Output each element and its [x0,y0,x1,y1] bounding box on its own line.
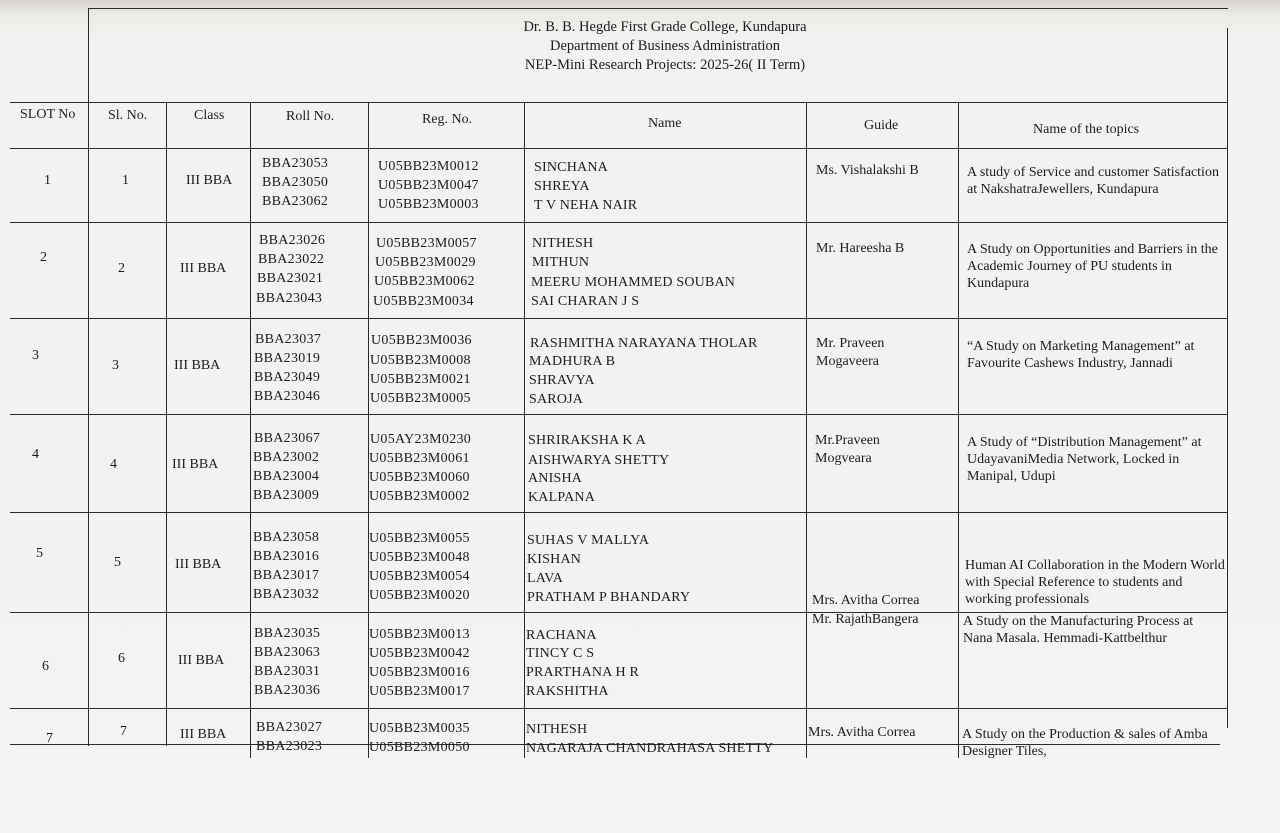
student-name: KISHAN [527,552,582,567]
student-name: ANISHA [528,471,583,486]
student-name: KALPANA [528,490,596,505]
col-header-roll: Roll No. [286,109,335,124]
roll-number: BBA23032 [253,587,320,602]
student-name: TINCY C S [526,646,595,661]
project-title: NEP-Mini Research Projects: 2025-26( II Term) [524,57,806,73]
roll-number: BBA23063 [254,645,321,660]
group-rule [10,708,1228,709]
reg-number: U05BB23M0047 [378,178,479,193]
student-name: MEERU MOHAMMED SOUBAN [531,275,736,290]
reg-number: U05BB23M0013 [369,627,470,642]
roll-number: BBA23026 [259,233,326,248]
guide-name [816,335,884,371]
reg-number: U05BB23M0054 [369,569,470,584]
roll-number: BBA23019 [254,351,321,366]
student-name: SHREYA [534,179,590,194]
col-divider [524,102,525,758]
guide-name: Ms. Vishalakshi B [816,163,919,178]
roll-number: BBA23062 [262,194,329,209]
reg-number: U05BB23M0048 [369,550,470,565]
reg-number: U05BB23M0012 [378,159,479,174]
student-name: SAROJA [529,392,584,407]
col-header-topic: Name of the topics [1033,122,1140,137]
roll-number: BBA23058 [253,530,320,545]
col-divider [806,102,807,758]
roll-number: BBA23016 [253,549,320,564]
roll-number: BBA23031 [254,664,321,679]
student-name: RASHMITHA NARAYANA THOLAR [530,336,758,351]
col-divider [88,8,89,746]
student-name: PRATHAM P BHANDARY [527,590,691,605]
roll-number: BBA23002 [253,450,320,465]
class-label: III BBA [180,727,227,742]
group-rule [10,222,1228,223]
reg-number: U05BB23M0002 [369,489,470,504]
class-label: III BBA [180,261,227,276]
class-label: III BBA [175,557,222,572]
col-header-reg: Reg. No. [422,112,473,127]
slot-number: 2 [40,250,47,265]
topic-text: Human AI Collaboration in the Modern World with Special Reference to students and working professionals [965,558,1225,607]
student-name: NAGARAJA CHANDRAHASA SHETTY [526,741,774,756]
department-name: Department of Business Administration [550,38,780,54]
roll-number: BBA23027 [256,720,323,735]
roll-number: BBA23023 [256,739,323,754]
slot-number: 3 [32,348,39,363]
col-divider [1227,28,1228,728]
header-bottom-rule [10,148,1228,149]
topic-text: A study of Service and customer Satisfaction at NakshatraJewellers, Kundapura [967,165,1219,197]
student-name: SUHAS V MALLYA [527,533,650,548]
reg-number: U05BB23M0017 [369,684,470,699]
reg-number: U05BB23M0003 [378,197,479,212]
student-name: SHRAVYA [529,373,595,388]
student-name: T V NEHA NAIR [534,198,638,213]
slot-number: 4 [32,447,39,462]
col-header-name: Name [648,116,682,131]
guide-name-line: Mogaveera [816,354,879,369]
roll-number: BBA23022 [258,252,325,267]
top-border [88,8,1228,9]
reg-number: U05BB23M0005 [370,391,471,406]
col-divider [250,102,251,758]
reg-number: U05BB23M0016 [369,665,470,680]
student-name: RACHANA [526,628,597,643]
guide-name: Mrs. Avitha Correa [808,725,916,740]
slot-number: 1 [44,173,51,188]
student-name: SINCHANA [534,160,608,175]
roll-number: BBA23050 [262,175,329,190]
college-name: Dr. B. B. Hegde First Grade College, Kundapura [523,19,807,35]
roll-number: BBA23046 [254,389,321,404]
slot-number: 6 [42,659,49,674]
header-top-rule [10,102,1228,103]
col-header-slot: SLOT No [20,107,76,122]
topic-text: A Study on the Manufacturing Process at Nana Masala. Hemmadi-Kattbelthur [963,614,1194,646]
class-label: III BBA [178,653,225,668]
class-label: III BBA [186,173,233,188]
guide-name: Mrs. Avitha Correa [812,593,920,608]
roll-number: BBA23043 [256,291,323,306]
student-name: LAVA [527,571,564,586]
student-name: RAKSHITHA [526,684,609,699]
col-divider [958,102,959,758]
reg-number: U05BB23M0036 [371,333,472,348]
col-header-sl: Sl. No. [108,108,148,123]
group-rule [10,512,1228,513]
col-header-class: Class [194,108,225,123]
reg-number: U05BB23M0034 [373,294,474,309]
reg-number: U05BB23M0020 [369,588,470,603]
reg-number: U05BB23M0008 [370,353,471,368]
col-header-guide: Guide [864,118,899,133]
topic-text: A Study on Opportunities and Barriers in the Academic Journey of PU students in Kundapura [967,242,1218,291]
group-rule [10,318,1228,319]
reg-number: U05BB23M0050 [369,740,470,755]
group-rule [10,414,1228,415]
roll-number: BBA23035 [254,626,321,641]
student-name: NITHESH [532,236,594,251]
serial-number: 1 [122,173,129,188]
roll-number: BBA23036 [254,683,321,698]
reg-number: U05BB23M0035 [369,721,470,736]
guide-name: Mr. RajathBangera [812,612,919,627]
reg-number: U05BB23M0042 [369,646,470,661]
student-name: MITHUN [532,255,590,270]
serial-number: 3 [112,358,119,373]
serial-number: 7 [120,724,127,739]
topic-text: “A Study on Marketing Management” at Favourite Cashews Industry, Jannadi [967,339,1195,371]
serial-number: 4 [110,457,117,472]
roll-number: BBA23017 [253,568,320,583]
roll-number: BBA23021 [257,271,324,286]
student-name: MADHURA B [529,354,616,369]
student-name: PRARTHANA H R [526,665,640,680]
topic-text: A Study of “Distribution Management” at UdayavaniMedia Network, Locked in Manipal, Udupi [967,435,1202,484]
roll-number: BBA23053 [262,156,329,171]
reg-number: U05BB23M0057 [376,236,477,251]
roll-number: BBA23049 [254,370,321,385]
guide-name-line: Mr.Praveen [815,433,880,448]
reg-number: U05BB23M0060 [369,470,470,485]
reg-number: U05BB23M0062 [374,274,475,289]
reg-number: U05BB23M0055 [369,531,470,546]
reg-number: U05BB23M0029 [375,255,476,270]
roll-number: BBA23004 [253,469,320,484]
col-divider [166,102,167,746]
reg-number: U05AY23M0230 [370,432,472,447]
guide-name-line: Mr. Praveen [816,336,885,351]
guide-name-line: Mogveara [815,451,872,466]
reg-number: U05BB23M0061 [369,451,470,466]
class-label: III BBA [172,457,219,472]
reg-number: U05BB23M0021 [370,372,471,387]
serial-number: 5 [114,555,121,570]
student-name: SAI CHARAN J S [531,294,640,309]
slot-number: 7 [46,731,53,746]
roll-number: BBA23009 [253,488,320,503]
student-name: AISHWARYA SHETTY [528,453,670,468]
slot-number: 5 [36,546,43,561]
guide-name: Mr. Hareesha B [816,241,905,256]
topic-text: A Study on the Production & sales of Amba Designer Tiles, [962,727,1208,759]
serial-number: 2 [118,261,125,276]
class-label: III BBA [174,358,221,373]
student-name: NITHESH [526,722,588,737]
serial-number: 6 [118,651,125,666]
student-name: SHRIRAKSHA K A [528,433,646,448]
guide-name [815,432,880,468]
roll-number: BBA23067 [254,431,321,446]
roll-number: BBA23037 [255,332,322,347]
